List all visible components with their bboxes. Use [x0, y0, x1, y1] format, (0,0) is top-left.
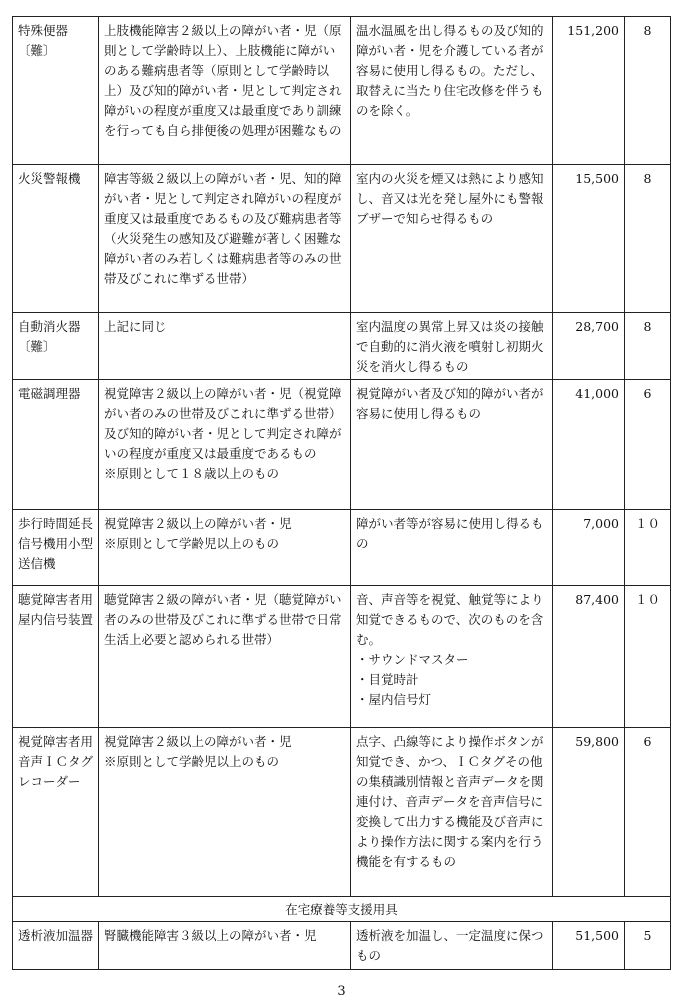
table-row	[13, 380, 671, 510]
item-name-cell: 自動消火器〔難〕	[13, 313, 99, 380]
target-text: 上記に同じ	[104, 319, 167, 334]
equipment-table	[12, 16, 671, 970]
target-cell	[99, 165, 351, 313]
price-cell: 151,200	[553, 17, 625, 165]
target-text: 障害等級２級以上の障がい者・児、知的障がい者・児として判定され障がいの程度が重度又は最重度であるもの及び難病患者等（火災発生の感知及び避難が著しく困難な障がい者のみ若しくは難病患者等のみの世帯及びこれに準ずる世帯）	[104, 171, 342, 286]
description-cell: 視覚障がい者及び知的障がい者が容易に使用し得るもの	[351, 380, 553, 510]
description-cell: 点字、凸線等により操作ボタンが知覚でき、かつ、ＩＣタグその他の集積識別情報と音声データを関連付け、音声データを音声信号に変換して出力する機能及び音声により操作方法に関する案内を行う機能を有するもの	[351, 728, 553, 897]
list-item: ・サウンドマスター	[356, 652, 469, 667]
target-text: 視覚障害２級以上の障がい者・児	[104, 516, 292, 531]
years-cell: 6	[625, 728, 671, 897]
price-cell: 51,500	[553, 922, 625, 970]
table-row	[13, 510, 671, 586]
description-text: 音、声音等を視覚、触覚等により知覚できるもので、次のものを含む。	[356, 592, 544, 647]
years-cell: 8	[625, 17, 671, 165]
years-cell: １０	[625, 586, 671, 728]
item-name-cell: 火災警報機	[13, 165, 99, 313]
table-row	[13, 922, 671, 970]
page-number: 3	[337, 984, 346, 999]
item-name-cell: 歩行時間延長信号機用小型送信機	[13, 510, 99, 586]
target-cell	[99, 17, 351, 165]
target-note: ※原則として１８歳以上のもの	[104, 466, 280, 481]
item-name-cell: 電磁調理器	[13, 380, 99, 510]
target-text: 腎臓機能障害３級以上の障がい者・児	[104, 928, 317, 943]
price-cell: 59,800	[553, 728, 625, 897]
section-header: 在宅療養等支援用具	[13, 897, 671, 922]
years-cell: 5	[625, 922, 671, 970]
description-cell: 室内の火災を煙又は熱により感知し、音又は光を発し屋外にも警報ブザーで知らせ得るもの	[351, 165, 553, 313]
table-row	[13, 313, 671, 380]
item-name-cell: 聴覚障害者用屋内信号装置	[13, 586, 99, 728]
price-cell: 15,500	[553, 165, 625, 313]
section-header-row	[13, 897, 671, 922]
target-cell	[99, 922, 351, 970]
target-text: 上肢機能障害２級以上の障がい者・児（原則として学齢時以上）、上肢機能に障がいのある難病患者等（原則として学齢時以上）及び知的障がい者・児として判定され障がいの程度が重度又は最重度であり訓練を行っても自ら排便後の処理が困難なもの	[104, 23, 342, 138]
target-note: ※原則として学齢児以上のもの	[104, 536, 280, 551]
item-name-cell: 透析液加温器	[13, 922, 99, 970]
years-cell: １０	[625, 510, 671, 586]
description-cell: 温水温風を出し得るもの及び知的障がい者・児を介護している者が容易に使用し得るもの。ただし、取替えに当たり住宅改修を伴うものを除く。	[351, 17, 553, 165]
target-cell	[99, 510, 351, 586]
description-items	[356, 650, 547, 710]
target-note: ※原則として学齢児以上のもの	[104, 754, 280, 769]
target-cell	[99, 313, 351, 380]
description-cell: 室内温度の異常上昇又は炎の接触で自動的に消火液を噴射し初期火災を消火し得るもの	[351, 313, 553, 380]
years-cell: 6	[625, 380, 671, 510]
list-item: ・屋内信号灯	[356, 692, 432, 707]
table-row	[13, 17, 671, 165]
target-cell	[99, 380, 351, 510]
description-cell: 障がい者等が容易に使用し得るもの	[351, 510, 553, 586]
item-name-cell: 特殊便器〔難〕	[13, 17, 99, 165]
table-row	[13, 586, 671, 728]
item-name-cell: 視覚障害者用音声ＩＣタグレコーダー	[13, 728, 99, 897]
table-row	[13, 728, 671, 897]
price-cell: 87,400	[553, 586, 625, 728]
description-cell: 透析液を加温し、一定温度に保つもの	[351, 922, 553, 970]
target-text: 視覚障害２級以上の障がい者・児	[104, 734, 292, 749]
table-row	[13, 165, 671, 313]
price-cell: 7,000	[553, 510, 625, 586]
target-text: 視覚障害２級以上の障がい者・児（視覚障がい者のみの世帯及びこれに準ずる世帯）及び知的障がい者・児として判定され障がいの程度が重度又は最重度であるもの	[104, 386, 342, 461]
years-cell: 8	[625, 313, 671, 380]
price-cell: 41,000	[553, 380, 625, 510]
price-cell: 28,700	[553, 313, 625, 380]
description-cell	[351, 586, 553, 728]
target-cell	[99, 586, 351, 728]
years-cell: 8	[625, 165, 671, 313]
target-cell	[99, 728, 351, 897]
list-item: ・目覚時計	[356, 672, 419, 687]
target-text: 聴覚障害２級の障がい者・児（聴覚障がい者のみの世帯及びこれに準ずる世帯で日常生活上必要と認められる世帯）	[104, 592, 342, 647]
